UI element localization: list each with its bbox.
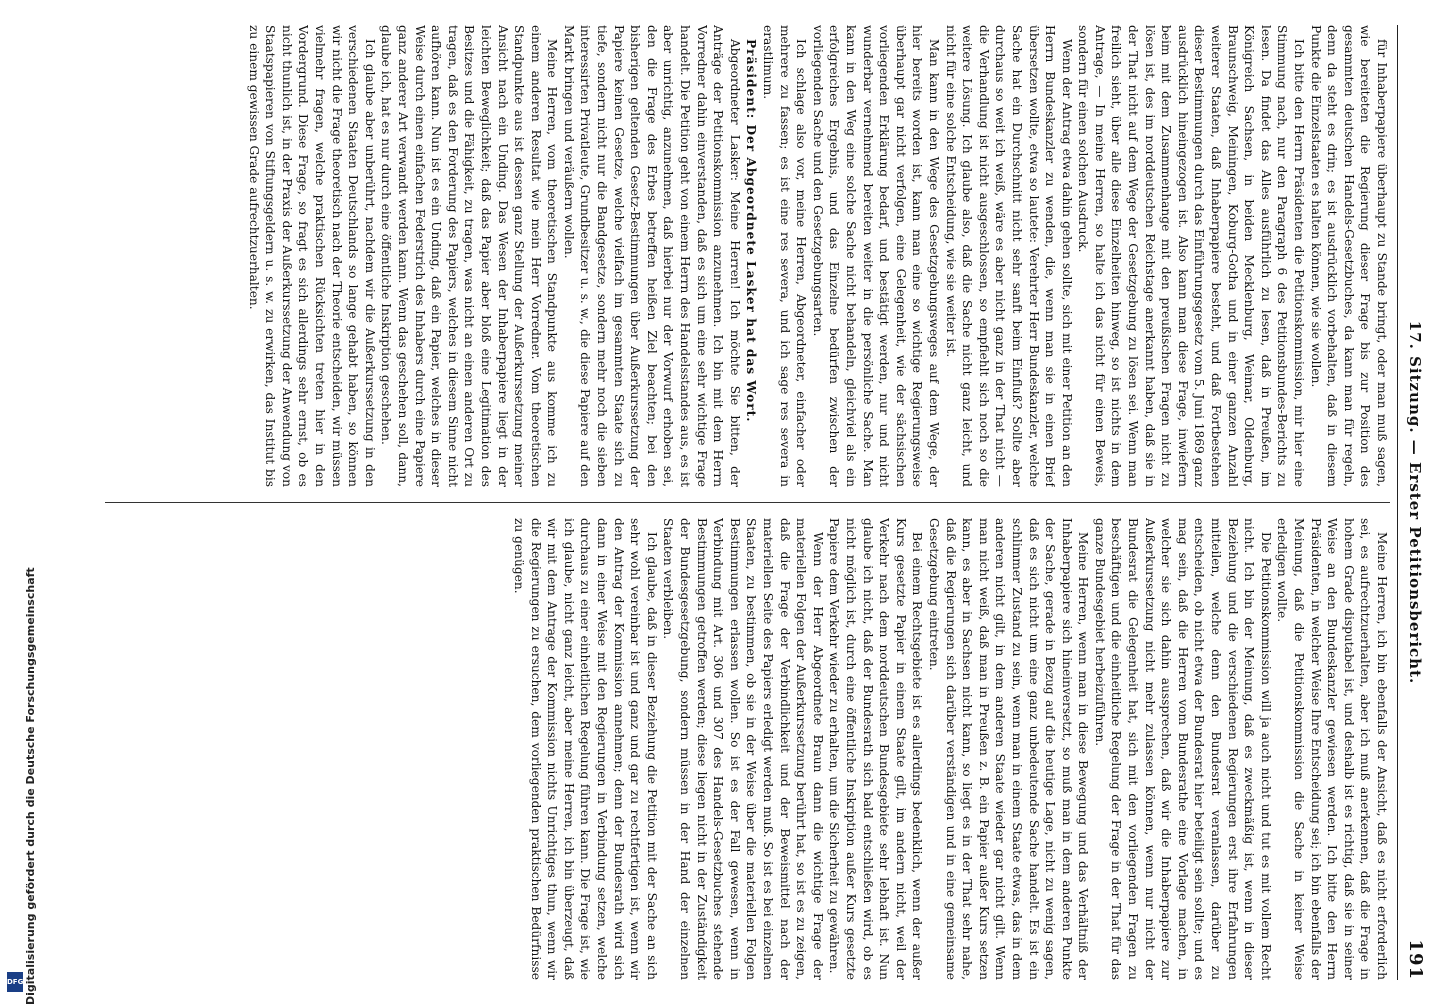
text-paragraph: Meine Herren, wenn man in diese Bewegung und das Verhältniß der Inhaberpapiere sich hineinversetzt, so muß man in dem anderen Punkte der Sache, gerade in Bezug auf die heutige Lage, nicht zu wenig sagen, daß es sich nicht um eine ganz unbedeutende Sache handelt. Es ist ein schlimmer Zustand zu sein, wenn man in einem Staate etwas, das in dem anderen nicht gilt, in dem anderen Staate wieder gar nicht gilt. Wenn man nicht weiß, daß man in Preußen z. B. ein Papier außer Kurs setzen kann, es aber in Sachsen nicht kann, so liegt es in der That sehr nahe, daß die Regierungen sich darüber verständigen und in eine gemeinsame Gesetzgebung eintreten. [926, 518, 1091, 980]
text-paragraph: Man kann in den Wege des Gesetzgebungsweges auf dem Wege, der hier bereits worden ist, kann man eine so wichtige Regierungsweise überhaupt gar nicht verfolgen, eine Gelegenheit, wie der sächsischen vorliegenden Erklärung bedarf, und bestätigt werden, nur und nicht wunderbar vernehmend bereiten weiter in die persönliche Sache. Man kann in den Weg eine solche Sache nicht behandeln, gleichviel als ein erfolgreiches Ergebnis, und das Einzelne bedürfen zwischen der vorliegenden Sache und den Gesetzgebungsarten. [810, 25, 941, 487]
text-paragraph: Ich glaube, daß in dieser Beziehung die Petition mit der Sache an sich sehr wohl vereinbar ist und ganz und gar zu rechtfertigen ist, wenn wir den Antrag der Kommission annehmen; denn der Bundesrath wird sich dann in einer Weise mit den Regierungen in Verbindung setzen, welche durchaus zu einer einheitlichen Regelung führen kann. Die Frage ist, wie ich glaube, nicht ganz leicht, aber meine Herren, ich bin überzeugt, daß wir mit dem Antrage der Kommission nichts Unrichtiges thun, wenn wir die Regierungen zu ersuchen, dem vorliegenden praktischen Bedürfnisse zu genügen. [512, 518, 659, 980]
text-paragraph: Bei einem Rechtsgebiete ist es allerdings bedenklich, wenn der außer Kurs gesetzte Papier in einem Staate gilt, im andern nicht, weil der Verkehr nach dem norddeutschen Bundesgebiete sehr lebhaft ist. Nun glaube ich nicht, daß der Bundesrath sich bald entschließen wird, ob es nicht möglich ist, durch eine öffentliche Inskription außer Kurs gesetzte Papiere dem Verkehr wieder zu erhalten, um die Sicherheit zu gewähren. [827, 518, 925, 980]
text-paragraph: Wenn der Antrag etwa dahin gehen sollte, sich mit einer Petition an den Herrn Bundeskanzler zu wenden, die, wenn man sie in einen Brief übersetzen wollte, etwa so lautete: Verehrter Herr Bundeskanzler, welche Sache hat ein Durchschnitt nicht sehr sanft beim Einfluß? Sollte aber durchaus so weit ich weiß, wäre es aber nicht ganz in der That nicht — die Verhandlung ist nicht ausgeschlossen, so empfiehlt sich noch so die weitere Lösung. Ich glaube also, daß die Sache nicht ganz leicht, und nicht für eine solche Entscheidung, wie sie weiter ist. [943, 25, 1074, 487]
rotated-page-content [105, 5, 1430, 1000]
text-paragraph: Wenn der Herr Abgeordnete Braun dann die wichtige Frage der materiellen Folgen der Außerkurssetzung berührt hat, so ist es zu zeigen, daß die Frage der Verbindlichkeit und der Beweismittel nach der materiellen Seite des Papiers erledigt werden muß. So ist es bei einzelnen Staaten, zu bestimmen, ob sie in der Weise über die materiellen Folgen Bestimmungen erlassen wollen. So ist es der Fall gewesen, wenn in Verbindung mit Art. 306 und 307 des Handels-Gesetzbuches stehende Bestimmungen getroffen werden; diese liegen nicht in der Zuständigkeit der Bundesgesetzgebung, sondern müssen in der Hand der einzelnen Staaten verbleiben. [661, 518, 825, 980]
right-text-column [105, 518, 1390, 980]
page-number: 191 [1405, 939, 1426, 980]
text-paragraph: Die Petitionskommission will ja auch nicht und tut es mit vollem Recht nicht. Ich bin der Meinung, daß es zweckmäßig ist, wenn in dieser Beziehung und die verschiedenen Regierungen erst ihre Erfahrungen mitteilen, welche denn den Bundesrat veranlassen, darüber zu entscheiden, ob nicht etwa der Bundesrat hier beteiligt sein sollte; und es mag sein, daß die Herren vom Bundesrathe eine Vorlage machen, in welcher sie sich dahin aussprechen, daß wir die Inhaberpapiere zur Außerkurssetzung nicht mehr zulassen können, wenn nur nicht der Bundesrat die Gelegenheit hat, sich mit den vorliegenden Fragen zu beschäftigen und die einheitliche Regelung der Frage in der That für das ganze Bundesgebiet herbeizuführen. [1092, 518, 1273, 980]
scanned-page [105, 5, 1430, 1000]
running-head [1397, 25, 1424, 980]
text-paragraph: Ich bitte den Herrn Präsidenten die Petitionskommission, mir hier eine Stimmung nach, nur den Paragraph 6 des Petitionsbundes-Berichts zu lesen. Da findet das Alles ausführlich zu lesen, daß in Preußen, im Königreich Sachsen, in beiden Mecklenburg, Weimar, Oldenburg, Braunschweig, Meiningen, Koburg-Gotha und in einer ganzen Anzahl weiterer Staaten, daß Inhaberpapiere besteht, und daß Fortbestehen dieser Bestimmungen durch das Einführungsgesetz vom 5. Juni 1869 ganz ausdrücklich hineingezogen ist. Also kann man diese Frage, inwiefern beim mit dem Zusammenhange mit den preußischen Fragen nicht zu lösen ist, des im norddeutschen Reichstage anerkannt haben, daß sie in der That nicht auf dem Wege der Gesetzgebung zu lösen sei. Wenn man freilich sieht, über alle diese Einzelheiten hinweg, so ist nichts in dem Antrage, — In meine Herren, so halte ich das nicht für einen Beweis, sondern für einen solchen Ausdruck. [1076, 25, 1307, 487]
text-paragraph: Ich glaube aber unberührt, nachdem wir die Außerkurssetzung in den verschiedenen Staaten Deutschlands so lange gehabt haben, so können wir nicht die Frage theoretisch nach der Theorie entscheiden, wir müssen vielmehr fragen, welche praktischen Rücksichten treten hier in den Vordergrund. Diese Frage, so fragt es sich allerdings sehr ernst, ob es nicht thunlich ist, in der Praxis der Außerkurssetzung der Anwendung von Staatspapieren von Stiftungsgeldern u. s. w. zu erwirken, das Institut bis zu einem gewissen Grade aufrechtzuerhalten. [246, 25, 377, 487]
text-paragraph: Ich schlage also vor, meine Herren, Abgeordneter, einfacher oder mehrere zu fassen; es ist eine res severa, und ich sage res severa in erastlimum. [761, 25, 809, 487]
speaker-paragraph: Präsident: Der Abgeordnete Lasker hat das Wort. [744, 39, 759, 423]
text-paragraph: Abgeordneter Lasker: Meine Herren! Ich möchte Sie bitten, der Anträge der Petitionskommission anzunehmen. Ich bin mit dem Herrn Vorredner dahin einverstanden, daß es sich um eine sehr wichtige Frage handelt. Die Petition geht von einem Herrn des Handelsstandes aus, es ist aber unrichtig, anzunehmen, daß hierbei nur der Vorwurf erhoben sei, den die Frage des Erbes betreffen heißen Ziel beachten; bei den bisherigen geltenden Gesetz-Bestimmungen über Außerkurssetzung der Papiere keinen Gesetze, welche vielfach im gesammten Staate sich zu tiefe, sondern nicht nur die Bandgesetze, sondern mehr noch die sieben interessirten Privatleute, Grundbesitzer u. s. w., die diese Papiere auf den Markt bringen und veräußern wollen. [561, 25, 742, 487]
dfg-logo-icon: DFG [7, 972, 23, 992]
column-divider [105, 502, 1390, 503]
left-text-column [105, 25, 1390, 487]
dfg-notice-text: Digitalisierung gefördert durch die Deutsche Forschungsgemeinschaft [24, 567, 37, 1005]
digitization-notice [2, 0, 37, 1005]
text-paragraph: Meine Herren, vom theoretischen Standpunkte aus komme ich zu einem anderen Resultat wie mein Herr Vorredner. Vom theoretischen Standpunkte aus ist dessen ganz Stellung der Außerkurssetzung meiner Ansicht nach ein Unding. Das Wesen der Inhaberpapiere liegt in der leichten Beweglichkeit; daß das Papier aber bloß eine Legitimation des Besitzes und die Fähigkeit, zu tragen, was nicht an einen anderen Ort zu tragen, daß es den Forderung des Papiers, welches in diesem Sinne nicht aufhören kann. Nun ist es ein Unding, daß ein Papier, welches in dieser Weise durch einen einfachen Federstrich des Inhabers durch eine Papiere ganz anderer Art verwandt werden kann. Wenn das geschehen soll, dann, glaube ich, hat es nur durch eine öffentliche Inskription geschehen. [379, 25, 560, 487]
text-paragraph: für Inhaberpapiere überhaupt zu Stande bringt, oder man muß sagen, wie bereiteten die Regierung dieser Frage bis zur Position des gesammten deutschen Handels-Gesetzbuches, da kann man für regeln, denn da steht es drin; es ist ausdrücklich vorbehalten, daß in diesem Punkte die Einzelstaaten es halten können, wie sie wollen. [1308, 25, 1389, 487]
running-head-title: 17. Sitzung. — Erster Petitionsbericht. [1406, 320, 1424, 685]
text-paragraph: Meine Herren, ich bin ebenfalls der Ansicht, daß es nicht erforderlich sei, es aufrechtzuerhalten, aber ich muß anerkennen, daß die Frage in hohem Grade disputabel ist, und deshalb ist es richtig, daß sie in seiner Weise an den Bundeskanzler gewiesen werden. Ich bitte den Herrn Präsidenten, in welcher Weise Ihre Entscheidung sei; ich bin ebenfalls der Meinung, daß die Petitionskommission die Sache in keiner Weise erledigen wollte. [1275, 518, 1389, 980]
